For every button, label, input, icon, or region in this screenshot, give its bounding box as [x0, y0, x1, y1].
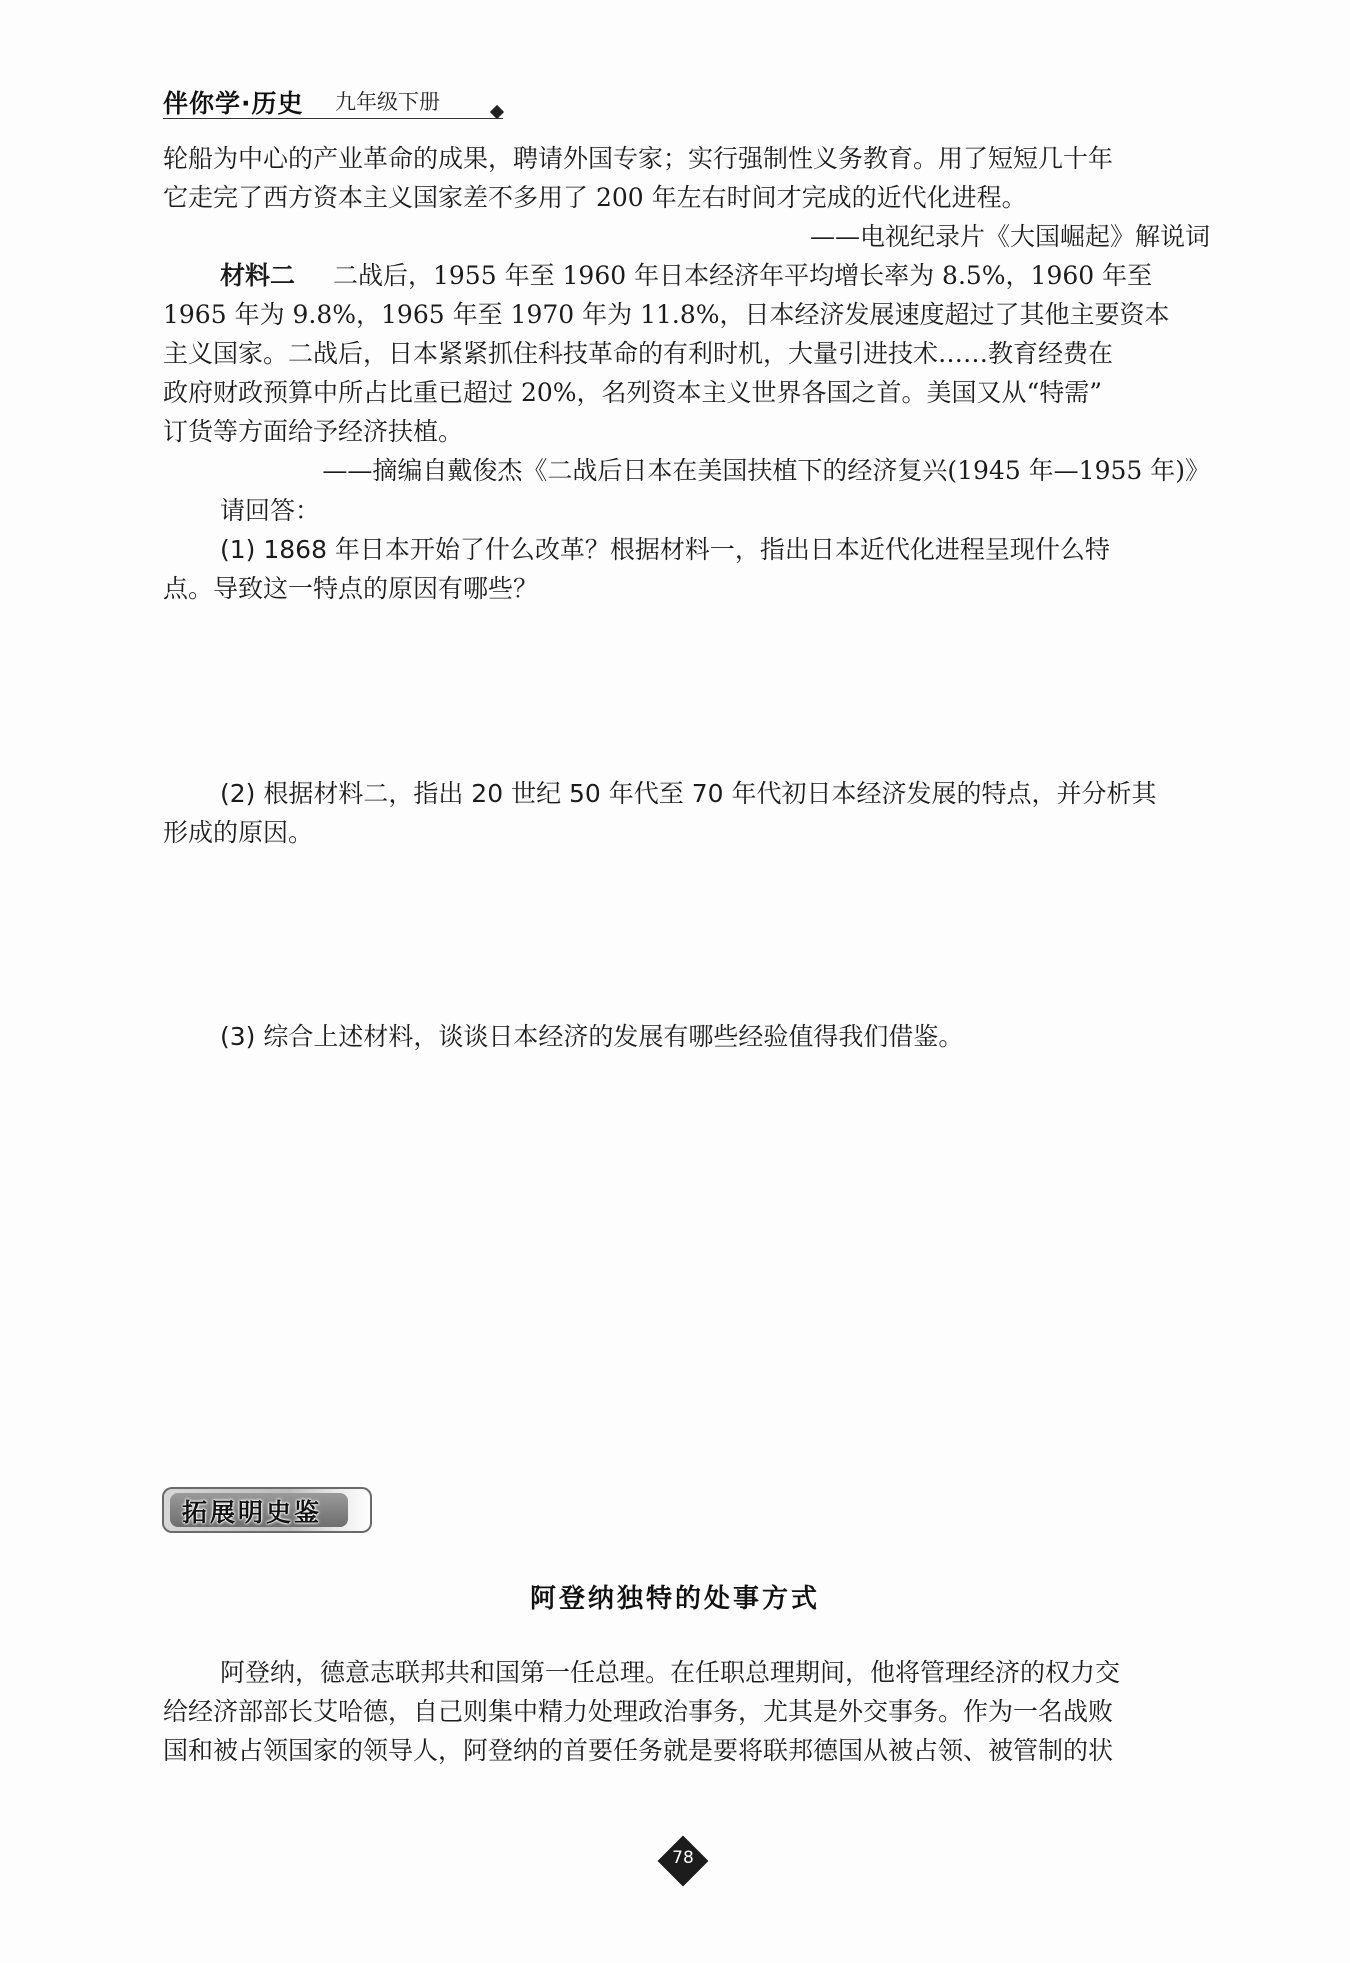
page-number: 78 [672, 1848, 694, 1868]
story-title: 阿登纳独特的处事方式 [529, 1584, 820, 1614]
material2-source: ——摘编自戴俊杰《二战后日本在美国扶植下的经济复兴(1945 年—1955 年)》 [322, 456, 1210, 485]
question-3-line-1: (3) 综合上述材料，谈谈日本经济的发展有哪些经验值得我们借鉴。 [220, 1022, 964, 1051]
question-1-line-1: (1) 1868 年日本开始了什么改革？根据材料一，指出日本近代化进程呈现什么特 [220, 535, 1110, 564]
story-line-2: 给经济部部长艾哈德，自己则集中精力处理政治事务，尤其是外交事务。作为一名战败 [163, 1697, 1114, 1726]
page-number-badge [657, 1835, 709, 1887]
running-header [163, 84, 503, 119]
section-tag-label: 拓展明史鉴 [182, 1498, 323, 1527]
section-tag-extension [162, 1487, 372, 1533]
question-2-line-1: (2) 根据材料二，指出 20 世纪 50 年代至 70 年代初日本经济发展的特点，并分析其 [220, 779, 1157, 808]
series-title: 伴你学·历史 [163, 89, 304, 118]
material2-line-2: 1965 年为 9.8%，1965 年至 1970 年为 11.8%，日本经济发展速度超过了其他主要资本 [163, 300, 1170, 329]
story-line-3: 国和被占领国家的领导人，阿登纳的首要任务就是要将联邦德国从被占领、被管制的状 [163, 1736, 1114, 1765]
material1-line-1: 轮船为中心的产业革命的成果，聘请外国专家；实行强制性义务教育。用了短短几十年 [163, 144, 1114, 173]
answer-prompt: 请回答： [220, 496, 321, 525]
material2-line-4: 政府财政预算中所占比重已超过 20%，名列资本主义世界各国之首。美国又从“特需” [163, 378, 1103, 407]
material1-line-2: 它走完了西方资本主义国家差不多用了 200 年左右时间才完成的近代化进程。 [163, 183, 1027, 212]
story-line-1: 阿登纳，德意志联邦共和国第一任总理。在任职总理期间，他将管理经济的权力交 [220, 1658, 1121, 1687]
question-1-line-2: 点。导致这一特点的原因有哪些？ [163, 574, 539, 603]
question-2-line-2: 形成的原因。 [163, 818, 314, 847]
grade-label: 九年级下册 [335, 90, 440, 114]
material2-line-1: 二战后，1955 年至 1960 年日本经济年平均增长率为 8.5%，1960 年至 [333, 261, 1153, 290]
material1-source: ——电视纪录片《大国崛起》解说词 [809, 222, 1210, 251]
material2-line-5: 订货等方面给予经济扶植。 [163, 417, 464, 446]
material2-label: 材料二 [220, 261, 296, 290]
material2-line-3: 主义国家。二战后，日本紧紧抓住科技革命的有利时机，大量引进技术……教育经费在 [163, 339, 1114, 368]
